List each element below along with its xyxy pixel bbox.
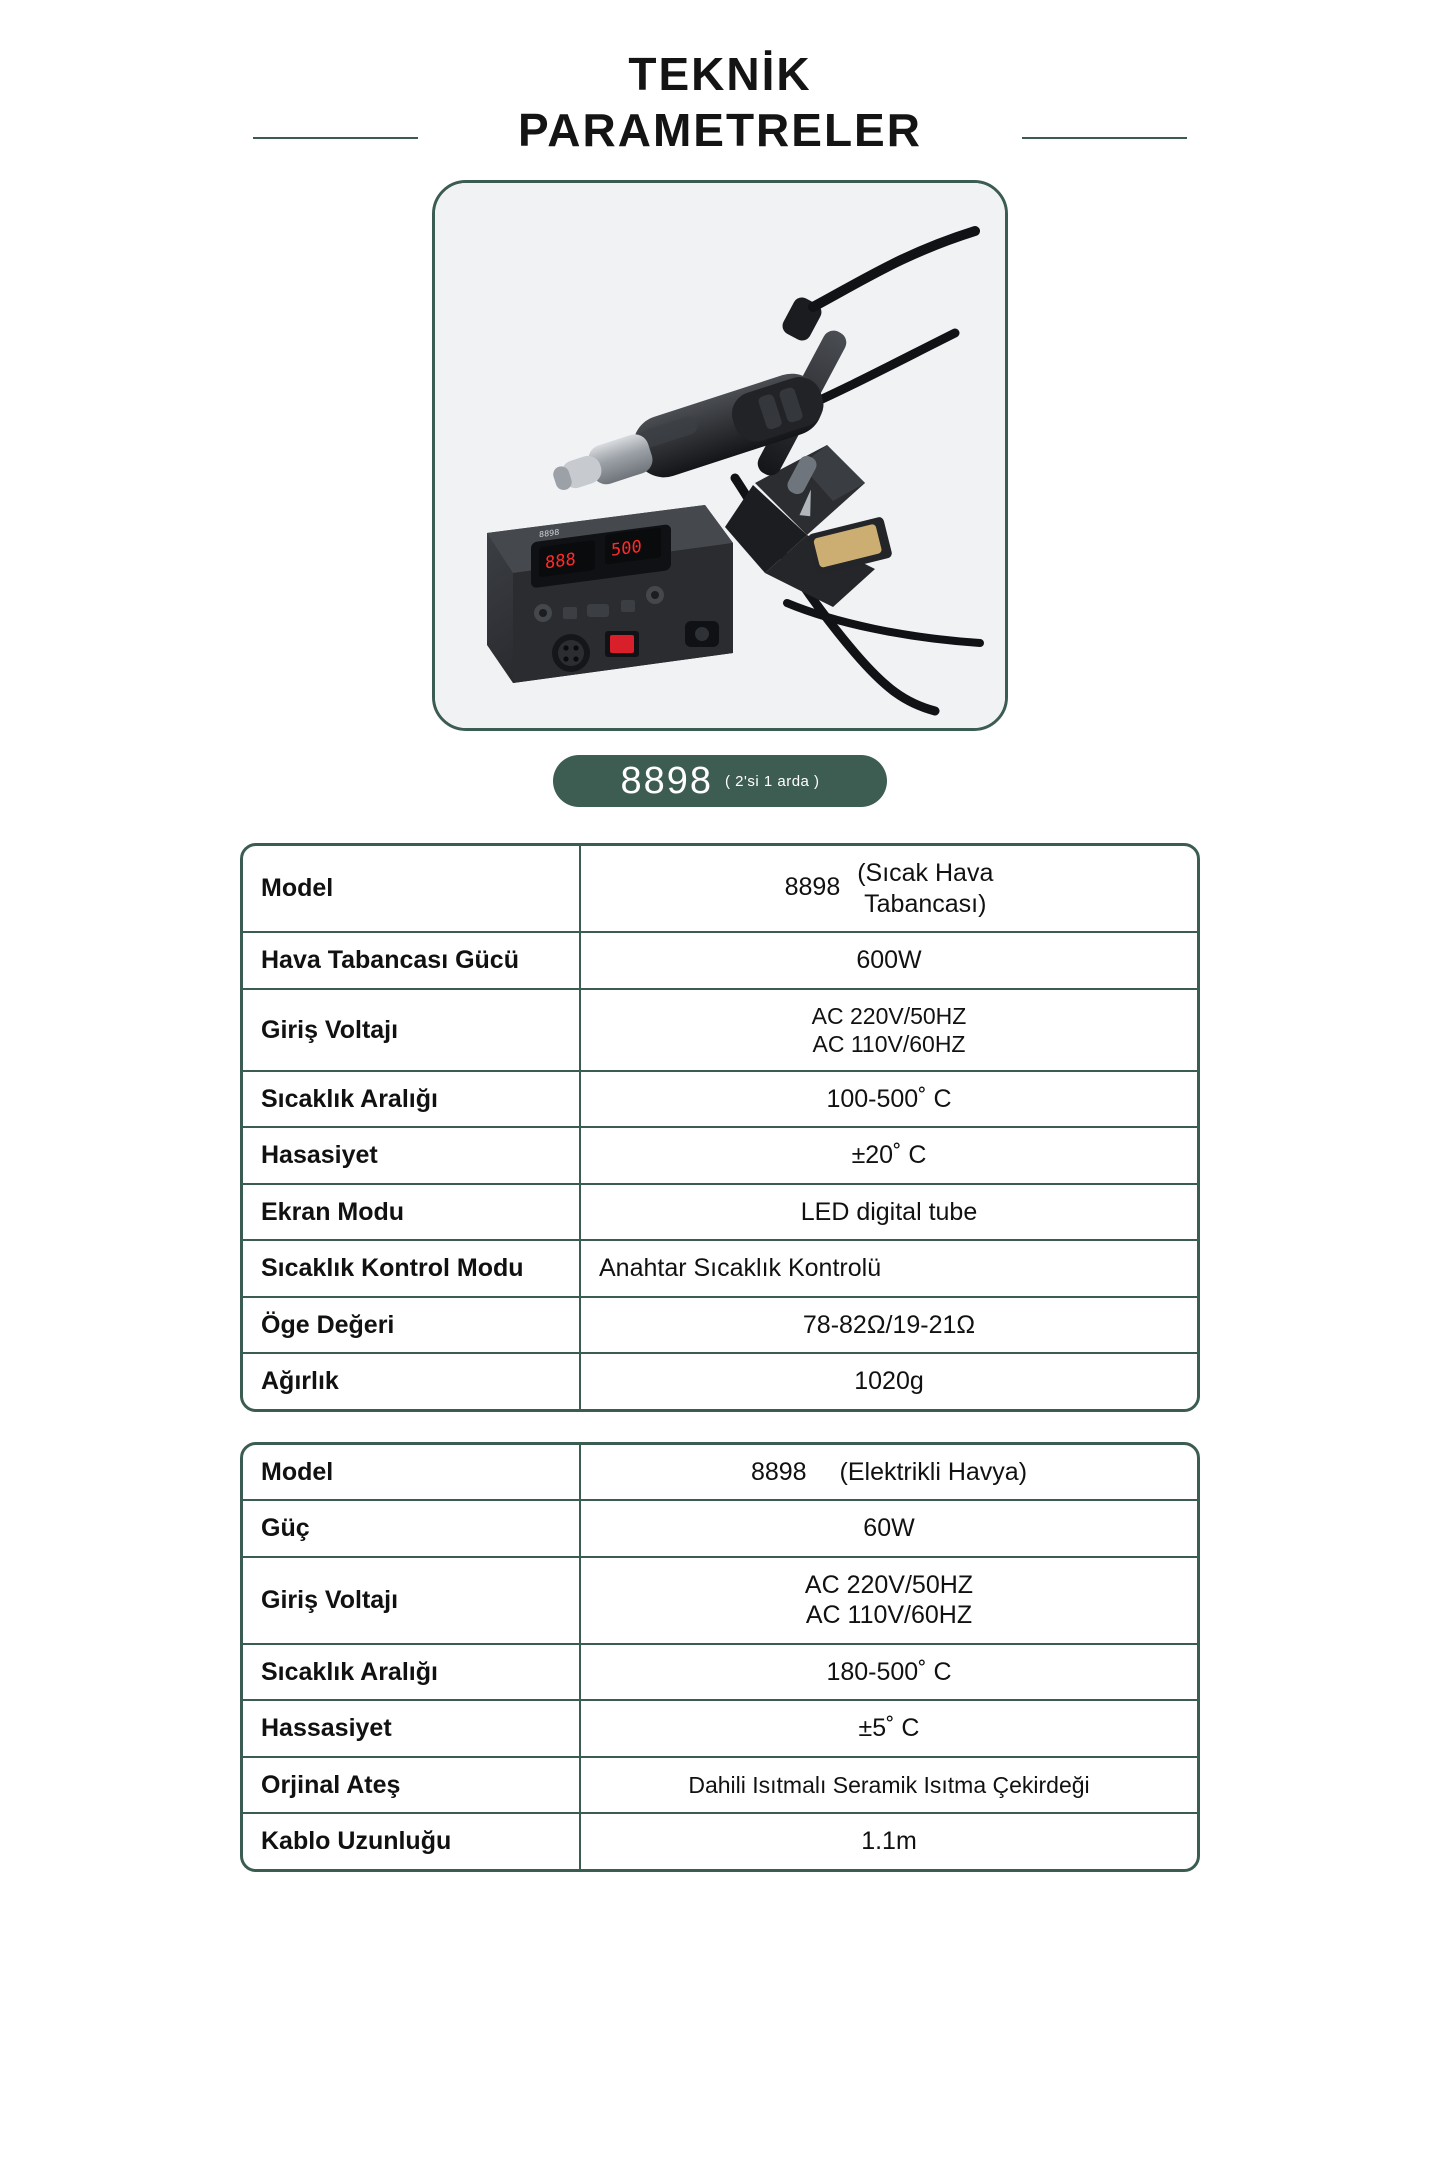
table-row	[243, 846, 1197, 933]
spec-key: Model	[243, 1445, 581, 1502]
table-row	[243, 1128, 1197, 1185]
spec-key: Ekran Modu	[243, 1185, 581, 1242]
svg-text:500: 500	[611, 537, 642, 562]
header-rule-left	[253, 137, 418, 139]
table-row	[243, 1558, 1197, 1645]
table-row	[243, 1645, 1197, 1702]
spec-key: Giriş Voltajı	[243, 990, 581, 1072]
spec-key: Model	[243, 846, 581, 933]
page-title	[518, 46, 922, 158]
spec-value: 600W	[581, 933, 1197, 990]
spec-value: ±20˚ C	[581, 1128, 1197, 1185]
spec-value-line-1: AC 220V/50HZ	[804, 1570, 974, 1599]
spec-value-line-2: AC 110V/60HZ	[805, 1601, 973, 1630]
spec-value: 1020g	[854, 1367, 924, 1396]
table-row	[243, 1354, 1197, 1409]
table-row	[243, 1185, 1197, 1242]
table-row	[243, 1072, 1197, 1129]
page-title-line-1: TEKNİK	[628, 48, 812, 100]
spec-key: Orjinal Ateş	[243, 1758, 581, 1815]
table-row	[243, 933, 1197, 990]
spec-value	[581, 1558, 1197, 1645]
header-rule-right	[1022, 137, 1187, 139]
spec-table-hot-air-gun	[240, 843, 1200, 1412]
spec-value: Anahtar Sıcaklık Kontrolü	[581, 1241, 1197, 1298]
model-badge-number: 8898	[620, 760, 713, 803]
spec-key: Sıcaklık Aralığı	[243, 1072, 581, 1129]
spec-value: ±5˚ C	[581, 1701, 1197, 1758]
spec-key: Hasasiyet	[243, 1128, 581, 1185]
model-badge-wrap	[0, 755, 1440, 807]
spec-value: LED digital tube	[581, 1185, 1197, 1242]
table-row	[243, 1445, 1197, 1502]
spec-key: Kablo Uzunluğu	[243, 1814, 581, 1869]
spec-value: 78-82Ω/19-21Ω	[581, 1298, 1197, 1355]
spec-value	[581, 846, 1197, 933]
table-row	[243, 1501, 1197, 1558]
page-header	[0, 0, 1440, 158]
product-image-panel	[432, 180, 1008, 731]
page-title-line-2: PARAMETRELER	[518, 104, 922, 157]
spec-value-line-2: Tabancası)	[864, 889, 987, 918]
spec-key: Öge Değeri	[243, 1298, 581, 1355]
spec-value: 60W	[581, 1501, 1197, 1558]
spec-key: Sıcaklık Aralığı	[243, 1645, 581, 1702]
spec-value: 1.1m	[861, 1827, 917, 1856]
table-row	[243, 1758, 1197, 1815]
product-photo	[435, 183, 1005, 728]
spec-key: Sıcaklık Kontrol Modu	[243, 1241, 581, 1298]
spec-key: Ağırlık	[243, 1354, 581, 1409]
spec-value	[581, 1445, 1197, 1502]
table-row	[243, 1241, 1197, 1298]
spec-key: Güç	[243, 1501, 581, 1558]
spec-value: Dahili Isıtmalı Seramik Isıtma Çekirdeği	[581, 1758, 1197, 1815]
spec-value-model-number: 8898	[750, 1457, 807, 1486]
svg-text:8898: 8898	[539, 527, 560, 540]
spec-value-line-2: AC 110V/60HZ	[812, 1030, 966, 1057]
spec-value	[581, 990, 1197, 1072]
spec-value-model-number: 8898	[784, 873, 841, 902]
spec-value-line-1: (Sıcak Hava	[857, 859, 994, 888]
spec-key: Giriş Voltajı	[243, 1558, 581, 1645]
table-row	[243, 990, 1197, 1072]
spec-key: Hassasiyet	[243, 1701, 581, 1758]
spec-value: 180-500˚ C	[581, 1645, 1197, 1702]
svg-text:888: 888	[545, 549, 576, 574]
spec-value: 100-500˚ C	[581, 1072, 1197, 1129]
spec-value-model-type: (Elektrikli Havya)	[839, 1457, 1028, 1486]
spec-table-soldering-iron	[240, 1442, 1200, 1872]
spec-value-line-1: AC 220V/50HZ	[811, 1002, 967, 1029]
model-badge	[553, 755, 887, 807]
model-badge-subtitle: ( 2'si 1 arda )	[724, 772, 820, 790]
table-row	[243, 1298, 1197, 1355]
table-row	[243, 1701, 1197, 1758]
table-row	[243, 1814, 1197, 1869]
spec-key: Hava Tabancası Gücü	[243, 933, 581, 990]
